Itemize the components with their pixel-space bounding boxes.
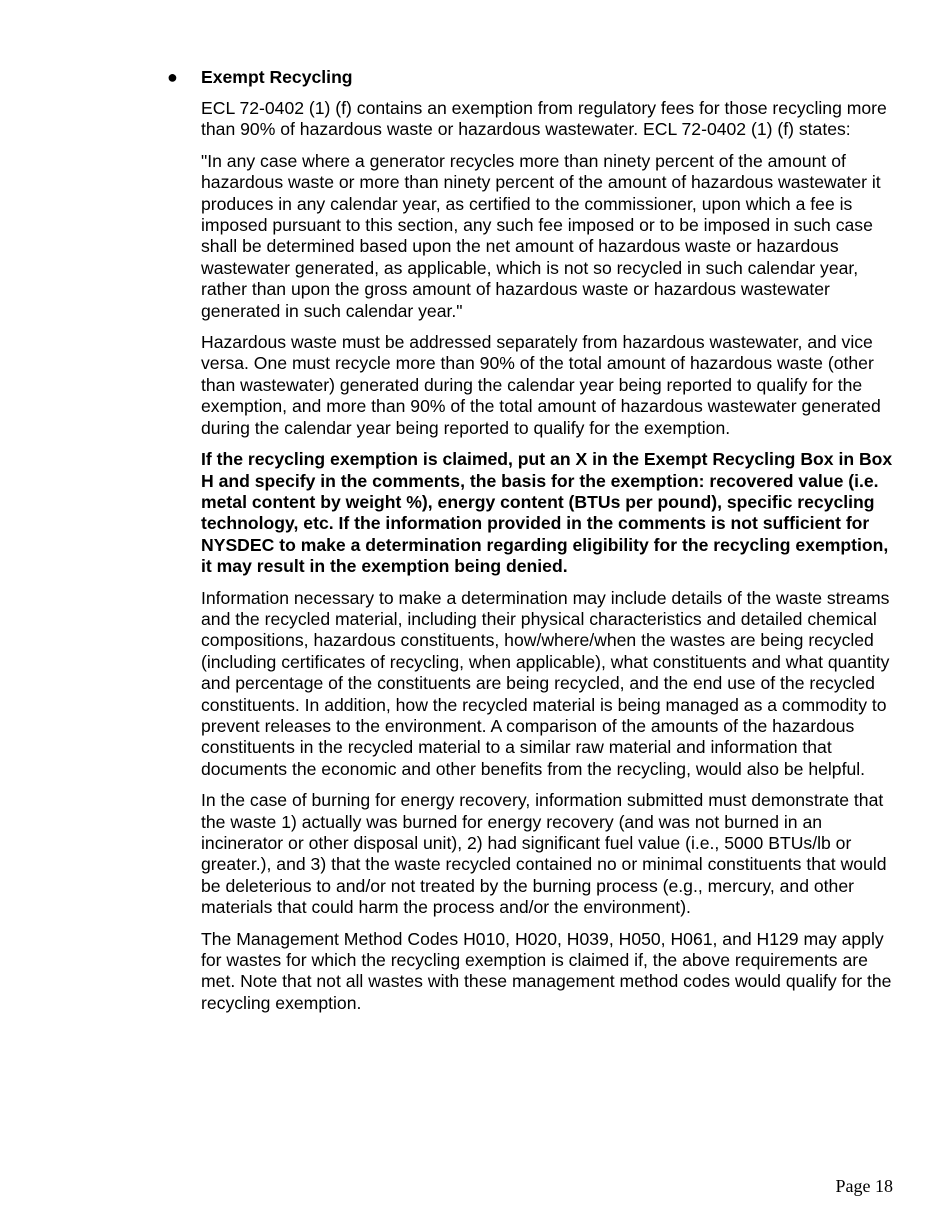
section-exempt-recycling <box>201 66 901 1024</box>
bullet-icon: ● <box>167 67 178 87</box>
paragraph-intro: ECL 72-0402 (1) (f) contains an exemption from regulatory fees for those recycling more than 90% of hazardous waste or hazardous wastewater. ECL 72-0402 (1) (f) states: <box>201 98 887 140</box>
paragraph-determination-info: Information necessary to make a determination may include details of the waste streams and the recycled material, including their physical characteristics and detailed chemical compositions, hazardous constituents, how/where/when the wastes are being recycled (including certificates of recycling, when applicable), what constituents and what quantity and percentage of the constituents are being recycled, and the end use of the recycled constituents. In addition, how the recycled material is being managed as a commodity to prevent releases to the environment. A comparison of the amounts of the hazardous constituents in the recycled material to a similar raw material and information that documents the economic and other benefits from the recycling, would also be helpful. <box>201 587 890 779</box>
page-number: Page 18 <box>835 1176 893 1196</box>
paragraph-management-codes: The Management Method Codes H010, H020, H039, H050, H061, and H129 may apply for wastes for which the recycling exemption is claimed if, the above requirements are met. Note that not all wastes with these management method codes would qualify for the recycling exemption. <box>201 928 892 1013</box>
section-heading: Exempt Recycling <box>201 67 353 87</box>
paragraph-energy-recovery: In the case of burning for energy recovery, information submitted must demonstrate that the waste 1) actually was burned for energy recovery (and was not burned in an incinerator or other disposal unit), 2) had significant fuel value (i.e., 5000 BTUs/lb or greater.), and 3) that the waste recycled contained no or minimal constituents that would be deleterious to and/or not treated by the burning process (e.g., mercury, and other materials that could harm the process and/or the environment). <box>201 790 887 918</box>
paragraph-separate-treatment: Hazardous waste must be addressed separately from hazardous wastewater, and vice versa. One must recycle more than 90% of the total amount of hazardous waste (other than wastewater) generated during the calendar year being reported to qualify for the exemption, and more than 90% of the total amount of hazardous wastewater generated during the calendar year being reported to qualify for the exemption. <box>201 332 881 438</box>
paragraph-quote: "In any case where a generator recycles more than ninety percent of the amount of hazardous waste or more than ninety percent of the amount of hazardous wastewater it produces in any calendar year, as certified to the commissioner, upon which a fee is imposed pursuant to this section, any such fee imposed or to be imposed in such case shall be determined based upon the net amount of hazardous waste or hazardous wastewater generated, as applicable, which is not so recycled in such calendar year, rather than upon the gross amount of hazardous waste or hazardous wastewater generated in such calendar year." <box>201 150 881 321</box>
paragraph-claim-instructions: If the recycling exemption is claimed, put an X in the Exempt Recycling Box in Box H and specify in the comments, the basis for the exemption: recovered value (i.e. metal content by weight %), energy content (BTUs per pound), specific recycling technology, etc. If the information provided in the comments is not sufficient for NYSDEC to make a determination regarding eligibility for the recycling exemption, it may result in the exemption being denied. <box>201 449 893 577</box>
